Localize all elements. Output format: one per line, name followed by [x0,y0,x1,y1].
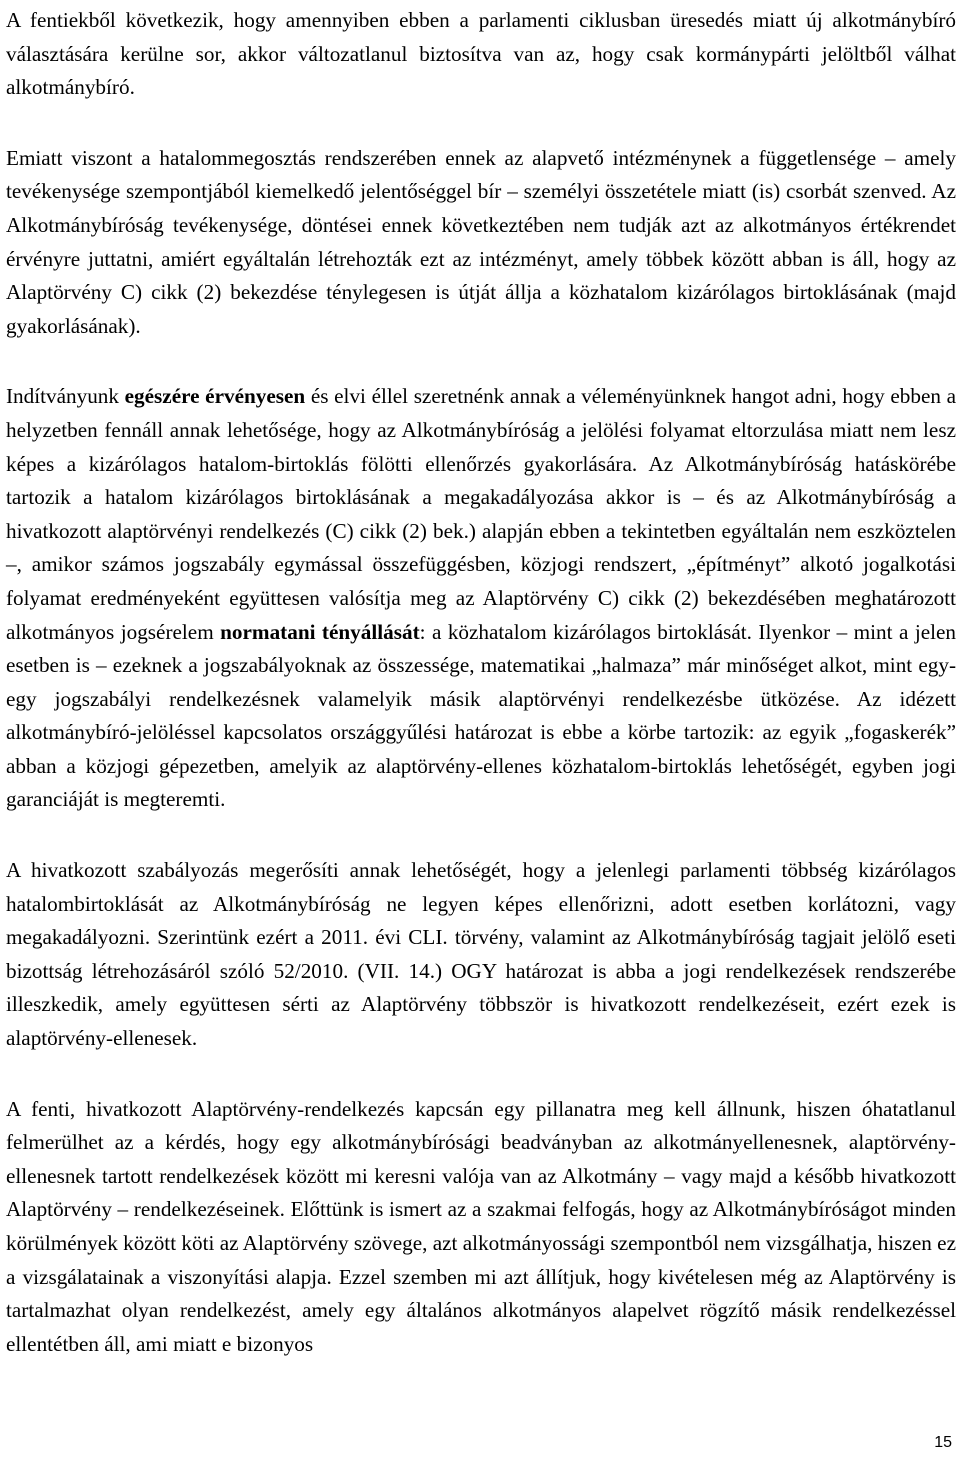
paragraph-4 [6,854,956,1056]
paragraph-3-text-b: és elvi éllel szeretnénk annak a véleményünknek hangot adni, hogy ebben a helyzetben fennáll annak lehetősége, hogy az Alkotmánybíróság a jelölési folyamat eltorzulása miatt nem lesz képes a kizárólagos hatalom-birtoklás fölötti ellenőrzés gyakorlására. Az Alkotmánybíróság hatáskörébe tartozik a hatalom kizárólagos birtoklásának a megakadályozása akkor is – és az Alkotmánybíróság a hivatkozott alaptörvényi rendelkezés (C) cikk (2) bek.) alapján ebben a tekintetben egyáltalán nem eszköztelen –, amikor számos jogszabály egymással összefüggésben, közjogi rendszert, „építményt” alkotó jogalkotási folyamat eredményeként együttesen valósítja meg az Alaptörvény C) cikk (2) bekezdésében meghatározott alkotmányos jogsérelem [6,384,957,644]
page-number: 15 [934,1434,952,1451]
paragraph-3-emphasis-2: normatani tényállását [220,619,420,644]
document-page [6,4,956,1361]
paragraph-3 [6,380,956,817]
paragraph-2-text: Emiatt viszont a hatalommegosztás rendszerében ennek az alapvető intézménynek a függetlensége ‒ amely tevékenysége szempontjából kiemelkedő jelentőséggel bír ‒ személyi összetétele miatt (is) csorbát szenved. Az Alkotmánybíróság tevékenysége, döntései ennek következtében nem tudják azt az alkotmányos értékrendet érvényre juttatni, amiért egyáltalán létrehozták ezt az intézményt, amely többek között abban is áll, hogy az Alaptörvény C) cikk (2) bekezdése ténylegesen is útját állja a közhatalom kizárólagos birtoklásának (majd gyakorlásának). [6,145,956,338]
paragraph-1 [6,4,956,105]
paragraph-3-text-a: Indítványunk [6,384,125,409]
paragraph-3-emphasis-1: egészére érvényesen [124,384,306,409]
paragraph-2 [6,142,956,344]
paragraph-5 [6,1093,956,1362]
paragraph-3-text-c: : a közhatalom kizárólagos birtoklását. Ilyenkor ‒ mint a jelen esetben is ‒ ezeknek a jogszabályoknak az összessége, matematikai „halmaza” már minőséget alkot, mint egy-egy jogszabályi rendelkezésnek valamelyik másik alaptörvényi rendelkezésbe ütközése. Az idézett alkotmánybíró-jelöléssel kapcsolatos országgyűlési határozat is ebbe a körbe tartozik: az egyik „fogaskerék” abban a közjogi gépezetben, amelyik az alaptörvény-ellenes közhatalom-birtoklás lehetőségét, egyben jogi garanciáját is megteremti. [6,619,957,812]
paragraph-4-text: A hivatkozott szabályozás megerősíti annak lehetőségét, hogy a jelenlegi parlamenti többség kizárólagos hatalombirtoklását az Alkotmánybíróság ne legyen képes ellenőrizni, adott esetben korlátozni, vagy megakadályozni. Szerintünk ezért a 2011. évi CLI. törvény, valamint az Alkotmánybíróság tagjait jelölő eseti bizottság létrehozásáról szóló 52/2010. (VII. 14.) OGY határozat is abba a jogi rendelkezések rendszerébe illeszkedik, amely együttesen sérti az Alaptörvény többször is hivatkozott rendelkezéseit, ezért ezek is alaptörvény-ellenesek. [6,858,956,1051]
paragraph-1-text: A fentiekből következik, hogy amennyiben ebben a parlamenti ciklusban üresedés miatt új alkotmánybíró választására kerülne sor, akkor változatlanul biztosítva van az, hogy csak kormánypárti jelöltből válhat alkotmánybíró. [6,8,956,100]
paragraph-5-text: A fenti, hivatkozott Alaptörvény-rendelkezés kapcsán egy pillanatra meg kell állnunk, hiszen óhatatlanul felmerülhet az a kérdés, hogy egy alkotmánybírósági beadványban az alkotmányellenesnek, alaptörvény-ellenesnek tartott rendelkezések között mi keresni valója van az Alkotmány ‒ vagy majd a később hivatkozott Alaptörvény ‒ rendelkezéseinek. Előttünk is ismert az a szakmai felfogás, hogy az Alkotmánybíróságot minden körülmények között köti az Alaptörvény szövege, azt alkotmányossági szempontból nem vizsgálhatja, hiszen ez a vizsgálatainak a viszonyítási alapja. Ezzel szemben mi azt állítjuk, hogy kivételesen még az Alaptörvény is tartalmazhat olyan rendelkezést, amely egy általános alkotmányos alapelvet rögzítő másik rendelkezéssel ellentétben áll, ami miatt e bizonyos [6,1096,956,1356]
